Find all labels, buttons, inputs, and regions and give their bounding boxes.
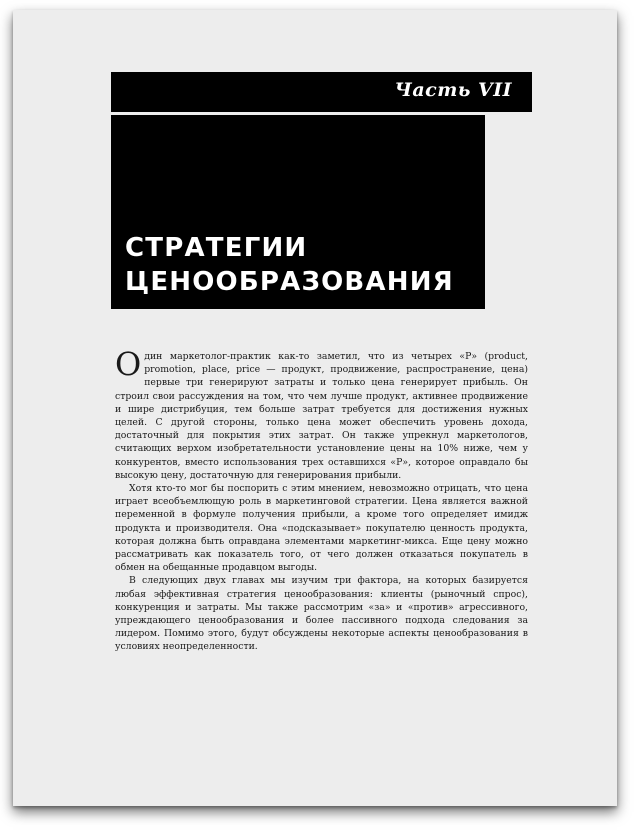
title-line-1: СТРАТЕГИИ <box>125 233 308 263</box>
paragraph-3: В следующих двух главах мы изучим три фактора, на которых базируется любая эффективная стратегия ценообразования: клиенты (рыночный спрос), конкуренция и затраты. Мы также рассмотрим «за» и «против» агрессивного, упреждающего ценообразования и более пассивного подхода следования за лидером. Помимо этого, будут обсуждены некоторые аспекты ценообразования в условиях неопределенности. <box>115 575 528 653</box>
body-text <box>115 345 528 654</box>
paragraph-2: Хотя кто-то мог бы поспорить с этим мнением, невозможно отрицать, что цена играет всеобъемлющую роль в маркетинговой стратегии. Цена является важной переменной в формуле получения прибыли, а кроме того определяет имидж продукта и производителя. Она «подсказывает» покупателю ценность продукта, которая должна быть оправдана элементами маркетинг-микса. Еще цену можно рассматривать как показатель того, от чего должен отказаться покупатель в обмен на обещанные продавцом выгоды. <box>115 483 528 574</box>
title-line-2: ЦЕНООБРАЗОВАНИЯ <box>125 267 454 297</box>
part-label: Часть VII <box>394 79 512 101</box>
part-banner <box>111 72 532 112</box>
drop-cap: О <box>115 345 142 383</box>
book-page <box>13 10 617 806</box>
paragraph-1-text: дин маркетолог-практик как-то заметил, что из четырех «P» (product, promotion, place, price — продукт, продвижение, распространение, цена) первые три генерируют затраты и только цена генерирует прибыль. Он строил свои рассуждения на том, что чем лучше продукт, активнее продвижение и шире дистрибуция, тем больше затрат требуется для достижения нужных целей. С другой стороны, только цена может обеспечить уровень дохода, достаточный для покрытия этих затрат. Он также упрекнул маркетологов, считающих верхом изобретательности установление цены на 10% ниже, чем у конкурентов, вместо использования трех оставшихся «P», которое оправдало бы высокую цену, достаточную для генерирования прибыли. <box>115 351 528 481</box>
paragraph-1 <box>115 345 528 482</box>
title-block <box>111 115 485 309</box>
